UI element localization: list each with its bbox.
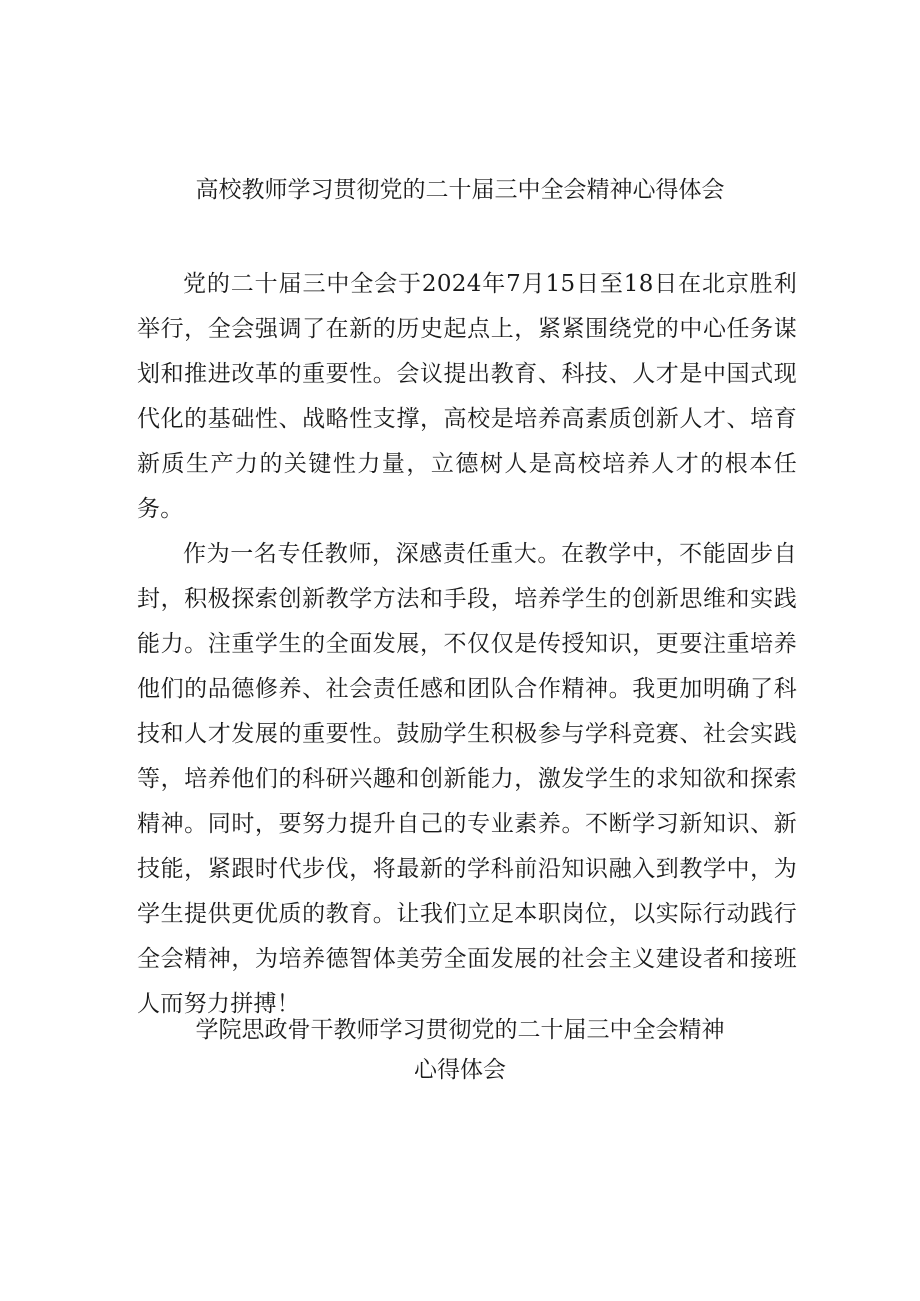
article-body [137,262,797,1027]
second-document-title [100,1010,820,1090]
paragraph-2: 作为一名专任教师，深感责任重大。在教学中，不能固步自封，积极探索创新教学方法和手段，培养学生的创新思维和实践能力。注重学生的全面发展，不仅仅是传授知识，更要注重培养他们的品德修养、社会责任感和团队合作精神。我更加明确了科技和人才发展的重要性。鼓励学生积极参与学科竞赛、社会实践等，培养他们的科研兴趣和创新能力，激发学生的求知欲和探索精神。同时，要努力提升自己的专业素养。不断学习新知识、新技能，紧跟时代步伐，将最新的学科前沿知识融入到教学中，为学生提供更优质的教育。让我们立足本职岗位，以实际行动践行全会精神，为培养德智体美劳全面发展的社会主义建设者和接班人而努力拼搏！ [137,541,797,1017]
second-title-line-1: 学院思政骨干教师学习贯彻党的二十届三中全会精神 [195,1017,725,1043]
second-title-line-2: 心得体会 [414,1057,506,1083]
paragraph-1: 党的二十届三中全会于2024年7月15日至18日在北京胜利举行，全会强调了在新的历史起点上，紧紧围绕党的中心任务谋划和推进改革的重要性。会议提出教育、科技、人才是中国式现代化的基础性、战略性支撑，高校是培养高素质创新人才、培育新质生产力的关键性力量，立德树人是高校培养人才的根本任务。 [137,271,797,522]
document-title: 高校教师学习贯彻党的二十届三中全会精神心得体会 [195,177,725,203]
